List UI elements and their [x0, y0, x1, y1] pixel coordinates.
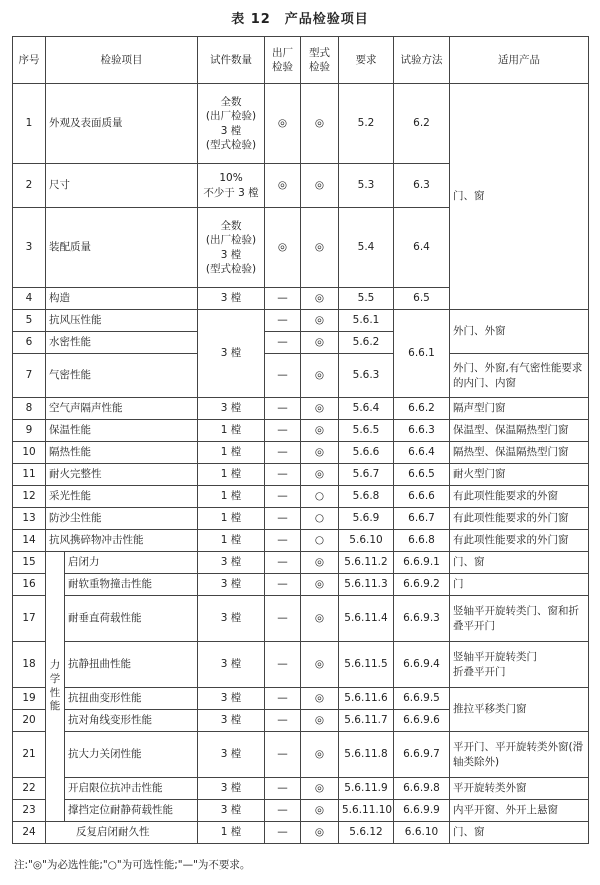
cell-type: ◎: [301, 288, 339, 310]
cell-req: 5.6.7: [339, 464, 394, 486]
cell-qty: 1 樘: [198, 508, 265, 530]
cell-item: 耐垂直荷载性能: [65, 596, 198, 642]
cell-factory: —: [265, 354, 301, 398]
cell-no: 5: [13, 310, 46, 332]
cell-req: 5.6.11.9: [339, 778, 394, 800]
cell-req: 5.6.11.6: [339, 688, 394, 710]
header-req: 要求: [339, 37, 394, 84]
cell-factory: —: [265, 486, 301, 508]
table-row: [13, 310, 589, 332]
mech-group-label: 力 学 性 能: [46, 552, 65, 822]
header-qty: 试件数量: [198, 37, 265, 84]
table-row: [13, 642, 589, 688]
cell-no: 6: [13, 332, 46, 354]
cell-type: ◎: [301, 464, 339, 486]
table-row: [13, 442, 589, 464]
cell-no: 12: [13, 486, 46, 508]
cell-item: 抗风压性能: [46, 310, 198, 332]
cell-req: 5.6.11.10: [339, 800, 394, 822]
cell-qty: 3 樘: [198, 596, 265, 642]
cell-no: 10: [13, 442, 46, 464]
cell-product-merged: 外门、外窗: [450, 310, 589, 354]
cell-req: 5.6.11.2: [339, 552, 394, 574]
cell-product-merged: 推拉平移类门窗: [450, 688, 589, 732]
cell-qty: 1 樘: [198, 822, 265, 844]
cell-method: 6.6.4: [394, 442, 450, 464]
cell-factory: —: [265, 778, 301, 800]
cell-qty: 全数 (出厂检验) 3 樘 (型式检验): [198, 208, 265, 288]
cell-type: ◎: [301, 800, 339, 822]
cell-type: ◎: [301, 310, 339, 332]
cell-item: 抗对角线变形性能: [65, 710, 198, 732]
cell-method: 6.6.3: [394, 420, 450, 442]
cell-factory: ◎: [265, 164, 301, 208]
table-row: [13, 420, 589, 442]
cell-qty: 全数 (出厂检验) 3 樘 (型式检验): [198, 84, 265, 164]
cell-req: 5.6.11.4: [339, 596, 394, 642]
cell-qty: 3 樘: [198, 288, 265, 310]
cell-req: 5.6.12: [339, 822, 394, 844]
cell-method: 6.2: [394, 84, 450, 164]
cell-item: 抗大力关闭性能: [65, 732, 198, 778]
cell-item: 空气声隔声性能: [46, 398, 198, 420]
cell-qty: 1 樘: [198, 420, 265, 442]
cell-type: ◎: [301, 84, 339, 164]
cell-product: 有此项性能要求的外门窗: [450, 530, 589, 552]
cell-type: ◎: [301, 420, 339, 442]
cell-req: 5.5: [339, 288, 394, 310]
table-row: [13, 800, 589, 822]
cell-method: 6.5: [394, 288, 450, 310]
cell-type: ◎: [301, 596, 339, 642]
cell-req: 5.6.10: [339, 530, 394, 552]
cell-product: 平开门、平开旋转类外窗(滑轴类除外): [450, 732, 589, 778]
cell-type: ◎: [301, 688, 339, 710]
cell-item: 抗扭曲变形性能: [65, 688, 198, 710]
cell-req: 5.6.3: [339, 354, 394, 398]
cell-req: 5.6.9: [339, 508, 394, 530]
cell-item: 装配质量: [46, 208, 198, 288]
header-product: 适用产品: [450, 37, 589, 84]
cell-product: 内平开窗、外开上悬窗: [450, 800, 589, 822]
cell-req: 5.6.1: [339, 310, 394, 332]
cell-product: 隔热型、保温隔热型门窗: [450, 442, 589, 464]
cell-product-merged: 门、窗: [450, 84, 589, 310]
cell-no: 2: [13, 164, 46, 208]
cell-req: 5.6.8: [339, 486, 394, 508]
table-header-row: [13, 37, 589, 84]
cell-no: 14: [13, 530, 46, 552]
table-row: [13, 398, 589, 420]
cell-no: 9: [13, 420, 46, 442]
cell-factory: —: [265, 800, 301, 822]
cell-factory: —: [265, 574, 301, 596]
cell-type: ○: [301, 508, 339, 530]
cell-method: 6.6.9.1: [394, 552, 450, 574]
cell-factory: —: [265, 552, 301, 574]
cell-method: 6.6.8: [394, 530, 450, 552]
cell-method: 6.6.9.8: [394, 778, 450, 800]
cell-qty: 1 樘: [198, 442, 265, 464]
cell-type: ◎: [301, 732, 339, 778]
cell-product: 有此项性能要求的外门窗: [450, 508, 589, 530]
cell-qty: 10% 不少于 3 樘: [198, 164, 265, 208]
cell-no: 17: [13, 596, 46, 642]
cell-qty: 3 樘: [198, 574, 265, 596]
cell-req: 5.3: [339, 164, 394, 208]
cell-type: ◎: [301, 354, 339, 398]
cell-method: 6.6.9.5: [394, 688, 450, 710]
cell-factory: —: [265, 508, 301, 530]
cell-factory: —: [265, 332, 301, 354]
cell-req: 5.2: [339, 84, 394, 164]
header-type: 型式 检验: [301, 37, 339, 84]
table-row: [13, 464, 589, 486]
cell-type: ○: [301, 530, 339, 552]
cell-factory: —: [265, 710, 301, 732]
cell-qty: 3 樘: [198, 778, 265, 800]
cell-no: 21: [13, 732, 46, 778]
cell-method: 6.6.9.9: [394, 800, 450, 822]
header-factory: 出厂 检验: [265, 37, 301, 84]
cell-req: 5.6.4: [339, 398, 394, 420]
cell-item: 气密性能: [46, 354, 198, 398]
cell-item: 构造: [46, 288, 198, 310]
cell-type: ○: [301, 486, 339, 508]
cell-factory: —: [265, 442, 301, 464]
cell-type: ◎: [301, 778, 339, 800]
cell-method: 6.6.9.4: [394, 642, 450, 688]
cell-qty: 3 樘: [198, 398, 265, 420]
cell-item: 保温性能: [46, 420, 198, 442]
header-item: 检验项目: [46, 37, 198, 84]
cell-method: 6.6.10: [394, 822, 450, 844]
cell-qty: 3 樘: [198, 552, 265, 574]
cell-item: 外观及表面质量: [46, 84, 198, 164]
cell-item: 启闭力: [65, 552, 198, 574]
cell-type: ◎: [301, 398, 339, 420]
cell-factory: —: [265, 464, 301, 486]
cell-product: 门: [450, 574, 589, 596]
table-row: [13, 732, 589, 778]
cell-qty: 3 樘: [198, 800, 265, 822]
table-row: [13, 688, 589, 710]
table-row: [13, 84, 589, 164]
cell-item: 抗风携碎物冲击性能: [46, 530, 198, 552]
cell-req: 5.4: [339, 208, 394, 288]
cell-item: 耐火完整性: [46, 464, 198, 486]
cell-factory: —: [265, 420, 301, 442]
cell-type: ◎: [301, 208, 339, 288]
table-row: [13, 552, 589, 574]
cell-no: 13: [13, 508, 46, 530]
cell-qty: 1 樘: [198, 486, 265, 508]
cell-type: ◎: [301, 642, 339, 688]
cell-item: 水密性能: [46, 332, 198, 354]
cell-type: ◎: [301, 710, 339, 732]
cell-method: 6.6.9.7: [394, 732, 450, 778]
cell-qty: 3 樘: [198, 688, 265, 710]
cell-product: 外门、外窗,有气密性能要求的内门、内窗: [450, 354, 589, 398]
table-row: [13, 778, 589, 800]
cell-qty: 3 樘: [198, 710, 265, 732]
cell-product: 耐火型门窗: [450, 464, 589, 486]
cell-factory: —: [265, 398, 301, 420]
table-row: [13, 486, 589, 508]
cell-item: 隔热性能: [46, 442, 198, 464]
cell-product: 保温型、保温隔热型门窗: [450, 420, 589, 442]
cell-factory: —: [265, 310, 301, 332]
cell-no: 3: [13, 208, 46, 288]
table-row: [13, 596, 589, 642]
cell-no: 15: [13, 552, 46, 574]
cell-method: 6.6.9.3: [394, 596, 450, 642]
cell-no: 18: [13, 642, 46, 688]
cell-product: 门、窗: [450, 552, 589, 574]
cell-item: 耐软重物撞击性能: [65, 574, 198, 596]
cell-method: 6.6.7: [394, 508, 450, 530]
cell-method: 6.3: [394, 164, 450, 208]
cell-type: ◎: [301, 574, 339, 596]
cell-req: 5.6.2: [339, 332, 394, 354]
cell-no: 16: [13, 574, 46, 596]
cell-qty: 3 樘: [198, 642, 265, 688]
cell-item: 反复启闭耐久性: [46, 822, 198, 844]
cell-req: 5.6.5: [339, 420, 394, 442]
cell-qty: 1 樘: [198, 530, 265, 552]
cell-type: ◎: [301, 552, 339, 574]
cell-method: 6.6.6: [394, 486, 450, 508]
cell-req: 5.6.6: [339, 442, 394, 464]
cell-qty-merged: 3 樘: [198, 310, 265, 398]
cell-method: 6.4: [394, 208, 450, 288]
cell-method: 6.6.2: [394, 398, 450, 420]
cell-method: 6.6.5: [394, 464, 450, 486]
cell-product: 隔声型门窗: [450, 398, 589, 420]
cell-product: 平开旋转类外窗: [450, 778, 589, 800]
table-row: [13, 822, 589, 844]
table-row: [13, 574, 589, 596]
cell-factory: —: [265, 642, 301, 688]
cell-no: 24: [13, 822, 46, 844]
cell-item: 尺寸: [46, 164, 198, 208]
cell-type: ◎: [301, 442, 339, 464]
header-method: 试验方法: [394, 37, 450, 84]
cell-method-merged: 6.6.1: [394, 310, 450, 398]
cell-factory: —: [265, 732, 301, 778]
cell-no: 19: [13, 688, 46, 710]
cell-factory: ◎: [265, 208, 301, 288]
cell-factory: —: [265, 288, 301, 310]
cell-factory: —: [265, 596, 301, 642]
table-title: 表 12 产品检验项目: [231, 12, 369, 27]
cell-no: 1: [13, 84, 46, 164]
cell-no: 11: [13, 464, 46, 486]
cell-item: 开启限位抗冲击性能: [65, 778, 198, 800]
cell-qty: 1 樘: [198, 464, 265, 486]
cell-product: 门、窗: [450, 822, 589, 844]
cell-no: 20: [13, 710, 46, 732]
cell-req: 5.6.11.7: [339, 710, 394, 732]
cell-type: ◎: [301, 332, 339, 354]
cell-no: 22: [13, 778, 46, 800]
cell-factory: —: [265, 688, 301, 710]
table-row: [13, 530, 589, 552]
cell-product: 竖轴平开旋转类门、窗和折叠平开门: [450, 596, 589, 642]
cell-type: ◎: [301, 164, 339, 208]
cell-item: 采光性能: [46, 486, 198, 508]
cell-item: 抗静扭曲性能: [65, 642, 198, 688]
cell-no: 23: [13, 800, 46, 822]
cell-factory: —: [265, 822, 301, 844]
cell-method: 6.6.9.2: [394, 574, 450, 596]
cell-product: 竖轴平开旋转类门 折叠平开门: [450, 642, 589, 688]
cell-method: 6.6.9.6: [394, 710, 450, 732]
cell-product: 有此项性能要求的外窗: [450, 486, 589, 508]
cell-no: 8: [13, 398, 46, 420]
table-row: [13, 508, 589, 530]
cell-item: 撑挡定位耐静荷载性能: [65, 800, 198, 822]
cell-type: ◎: [301, 822, 339, 844]
table-note: 注:"◎"为必选性能;"○"为可选性能;"—"为不要求。: [14, 859, 251, 871]
cell-no: 7: [13, 354, 46, 398]
cell-qty: 3 樘: [198, 732, 265, 778]
inspection-table: [12, 36, 589, 844]
header-no: 序号: [13, 37, 46, 84]
cell-factory: —: [265, 530, 301, 552]
cell-req: 5.6.11.8: [339, 732, 394, 778]
cell-factory: ◎: [265, 84, 301, 164]
table-row: [13, 354, 589, 398]
cell-req: 5.6.11.3: [339, 574, 394, 596]
cell-no: 4: [13, 288, 46, 310]
cell-req: 5.6.11.5: [339, 642, 394, 688]
cell-item: 防沙尘性能: [46, 508, 198, 530]
